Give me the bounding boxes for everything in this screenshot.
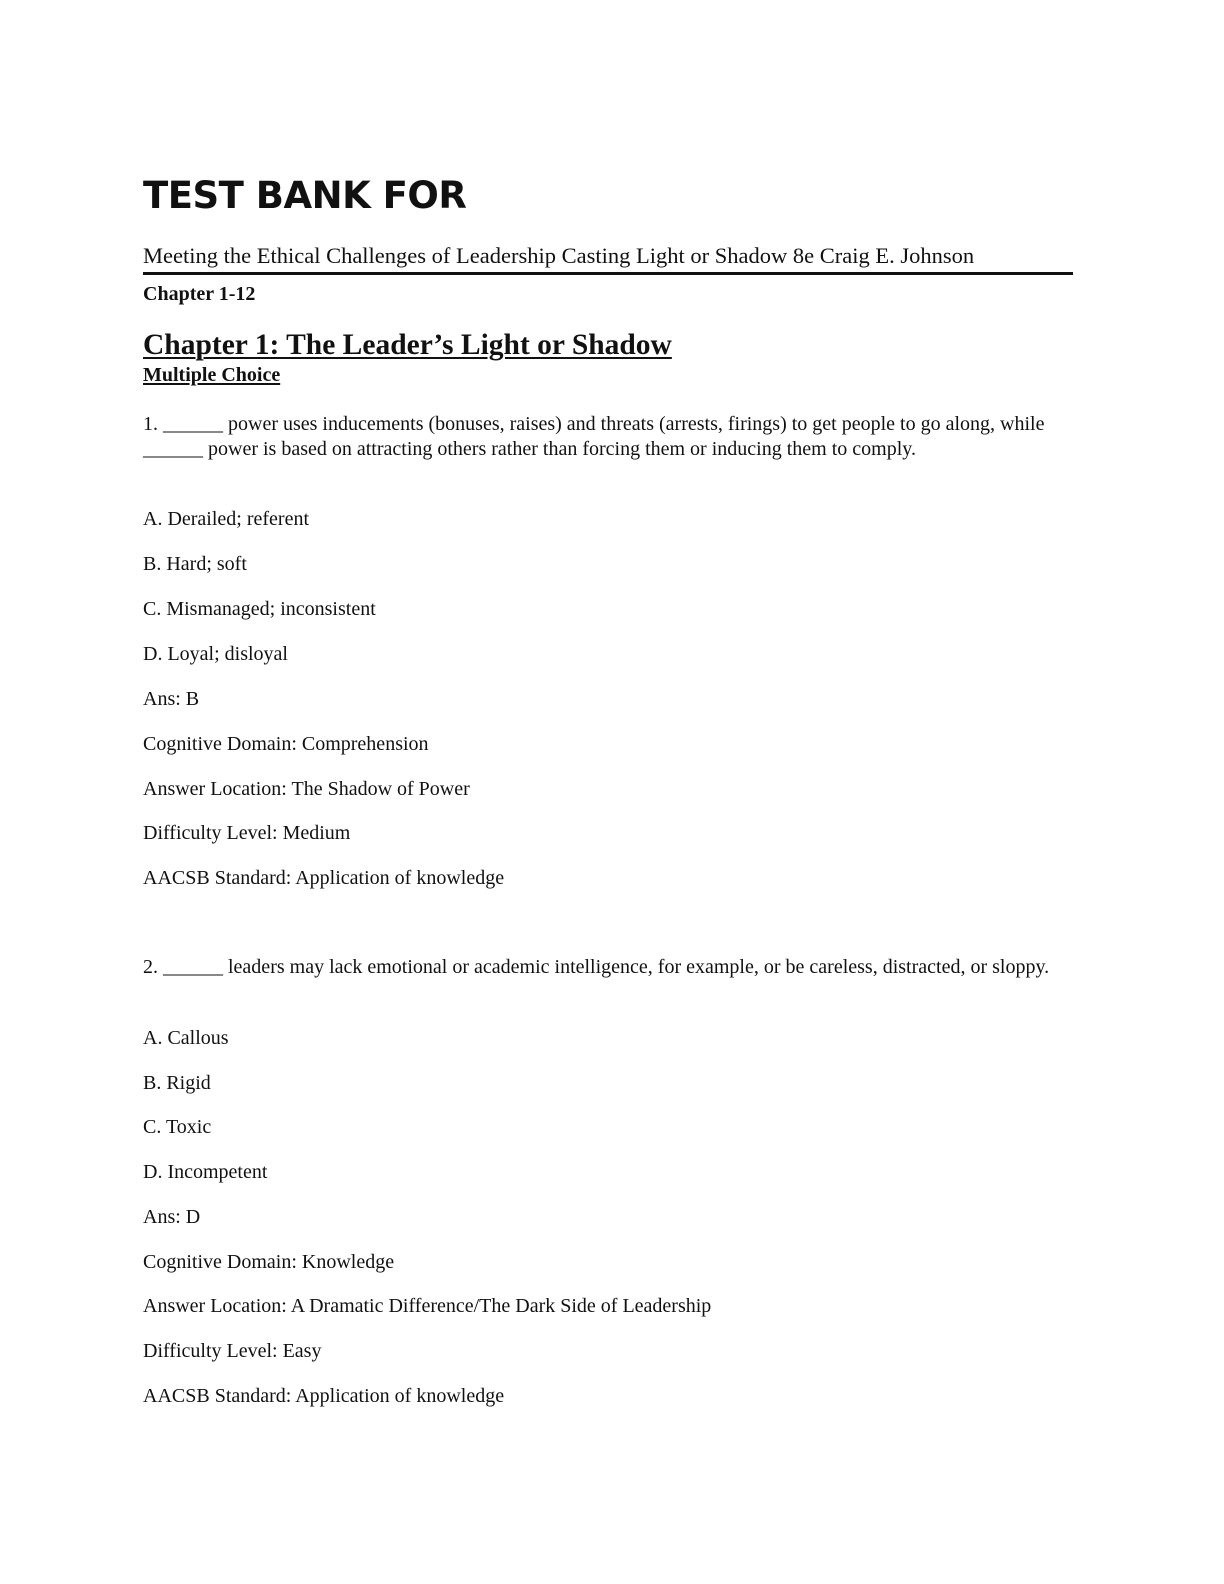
difficulty-level: Difficulty Level: Medium (143, 822, 351, 844)
cognitive-domain: Cognitive Domain: Knowledge (143, 1251, 395, 1273)
chapter-heading: Chapter 1: The Leader’s Light or Shadow (143, 329, 672, 361)
question-text: 1. ______ power uses inducements (bonuses, raises) and threats (arrests, firings) to get people to go along, while ______ power is based on attracting others rather than forcing them or inducing them to comply. (143, 413, 1045, 460)
option-d: D. Incompetent (143, 1161, 268, 1183)
chapters-range: Chapter 1-12 (143, 283, 256, 305)
question-text: 2. ______ leaders may lack emotional or academic intelligence, for example, or be careless, distracted, or sloppy. (143, 956, 1050, 978)
answer-location: Answer Location: The Shadow of Power (143, 778, 470, 800)
aacsb-standard: AACSB Standard: Application of knowledge (143, 867, 505, 889)
option-a: A. Derailed; referent (143, 508, 310, 530)
option-b: B. Rigid (143, 1072, 211, 1094)
answer: Ans: B (143, 688, 200, 710)
option-c: C. Mismanaged; inconsistent (143, 598, 376, 620)
section-heading: Multiple Choice (143, 364, 281, 386)
document-title: TEST BANK FOR (143, 174, 467, 217)
answer: Ans: D (143, 1206, 201, 1228)
difficulty-level: Difficulty Level: Easy (143, 1340, 322, 1362)
option-b: B. Hard; soft (143, 553, 247, 575)
document-subtitle: Meeting the Ethical Challenges of Leadership Casting Light or Shadow 8e Craig E. Johnson (143, 241, 1073, 275)
aacsb-standard: AACSB Standard: Application of knowledge (143, 1385, 505, 1407)
option-d: D. Loyal; disloyal (143, 643, 288, 665)
answer-location: Answer Location: A Dramatic Difference/The Dark Side of Leadership (143, 1295, 712, 1317)
option-c: C. Toxic (143, 1116, 212, 1138)
option-a: A. Callous (143, 1027, 229, 1049)
cognitive-domain: Cognitive Domain: Comprehension (143, 733, 429, 755)
